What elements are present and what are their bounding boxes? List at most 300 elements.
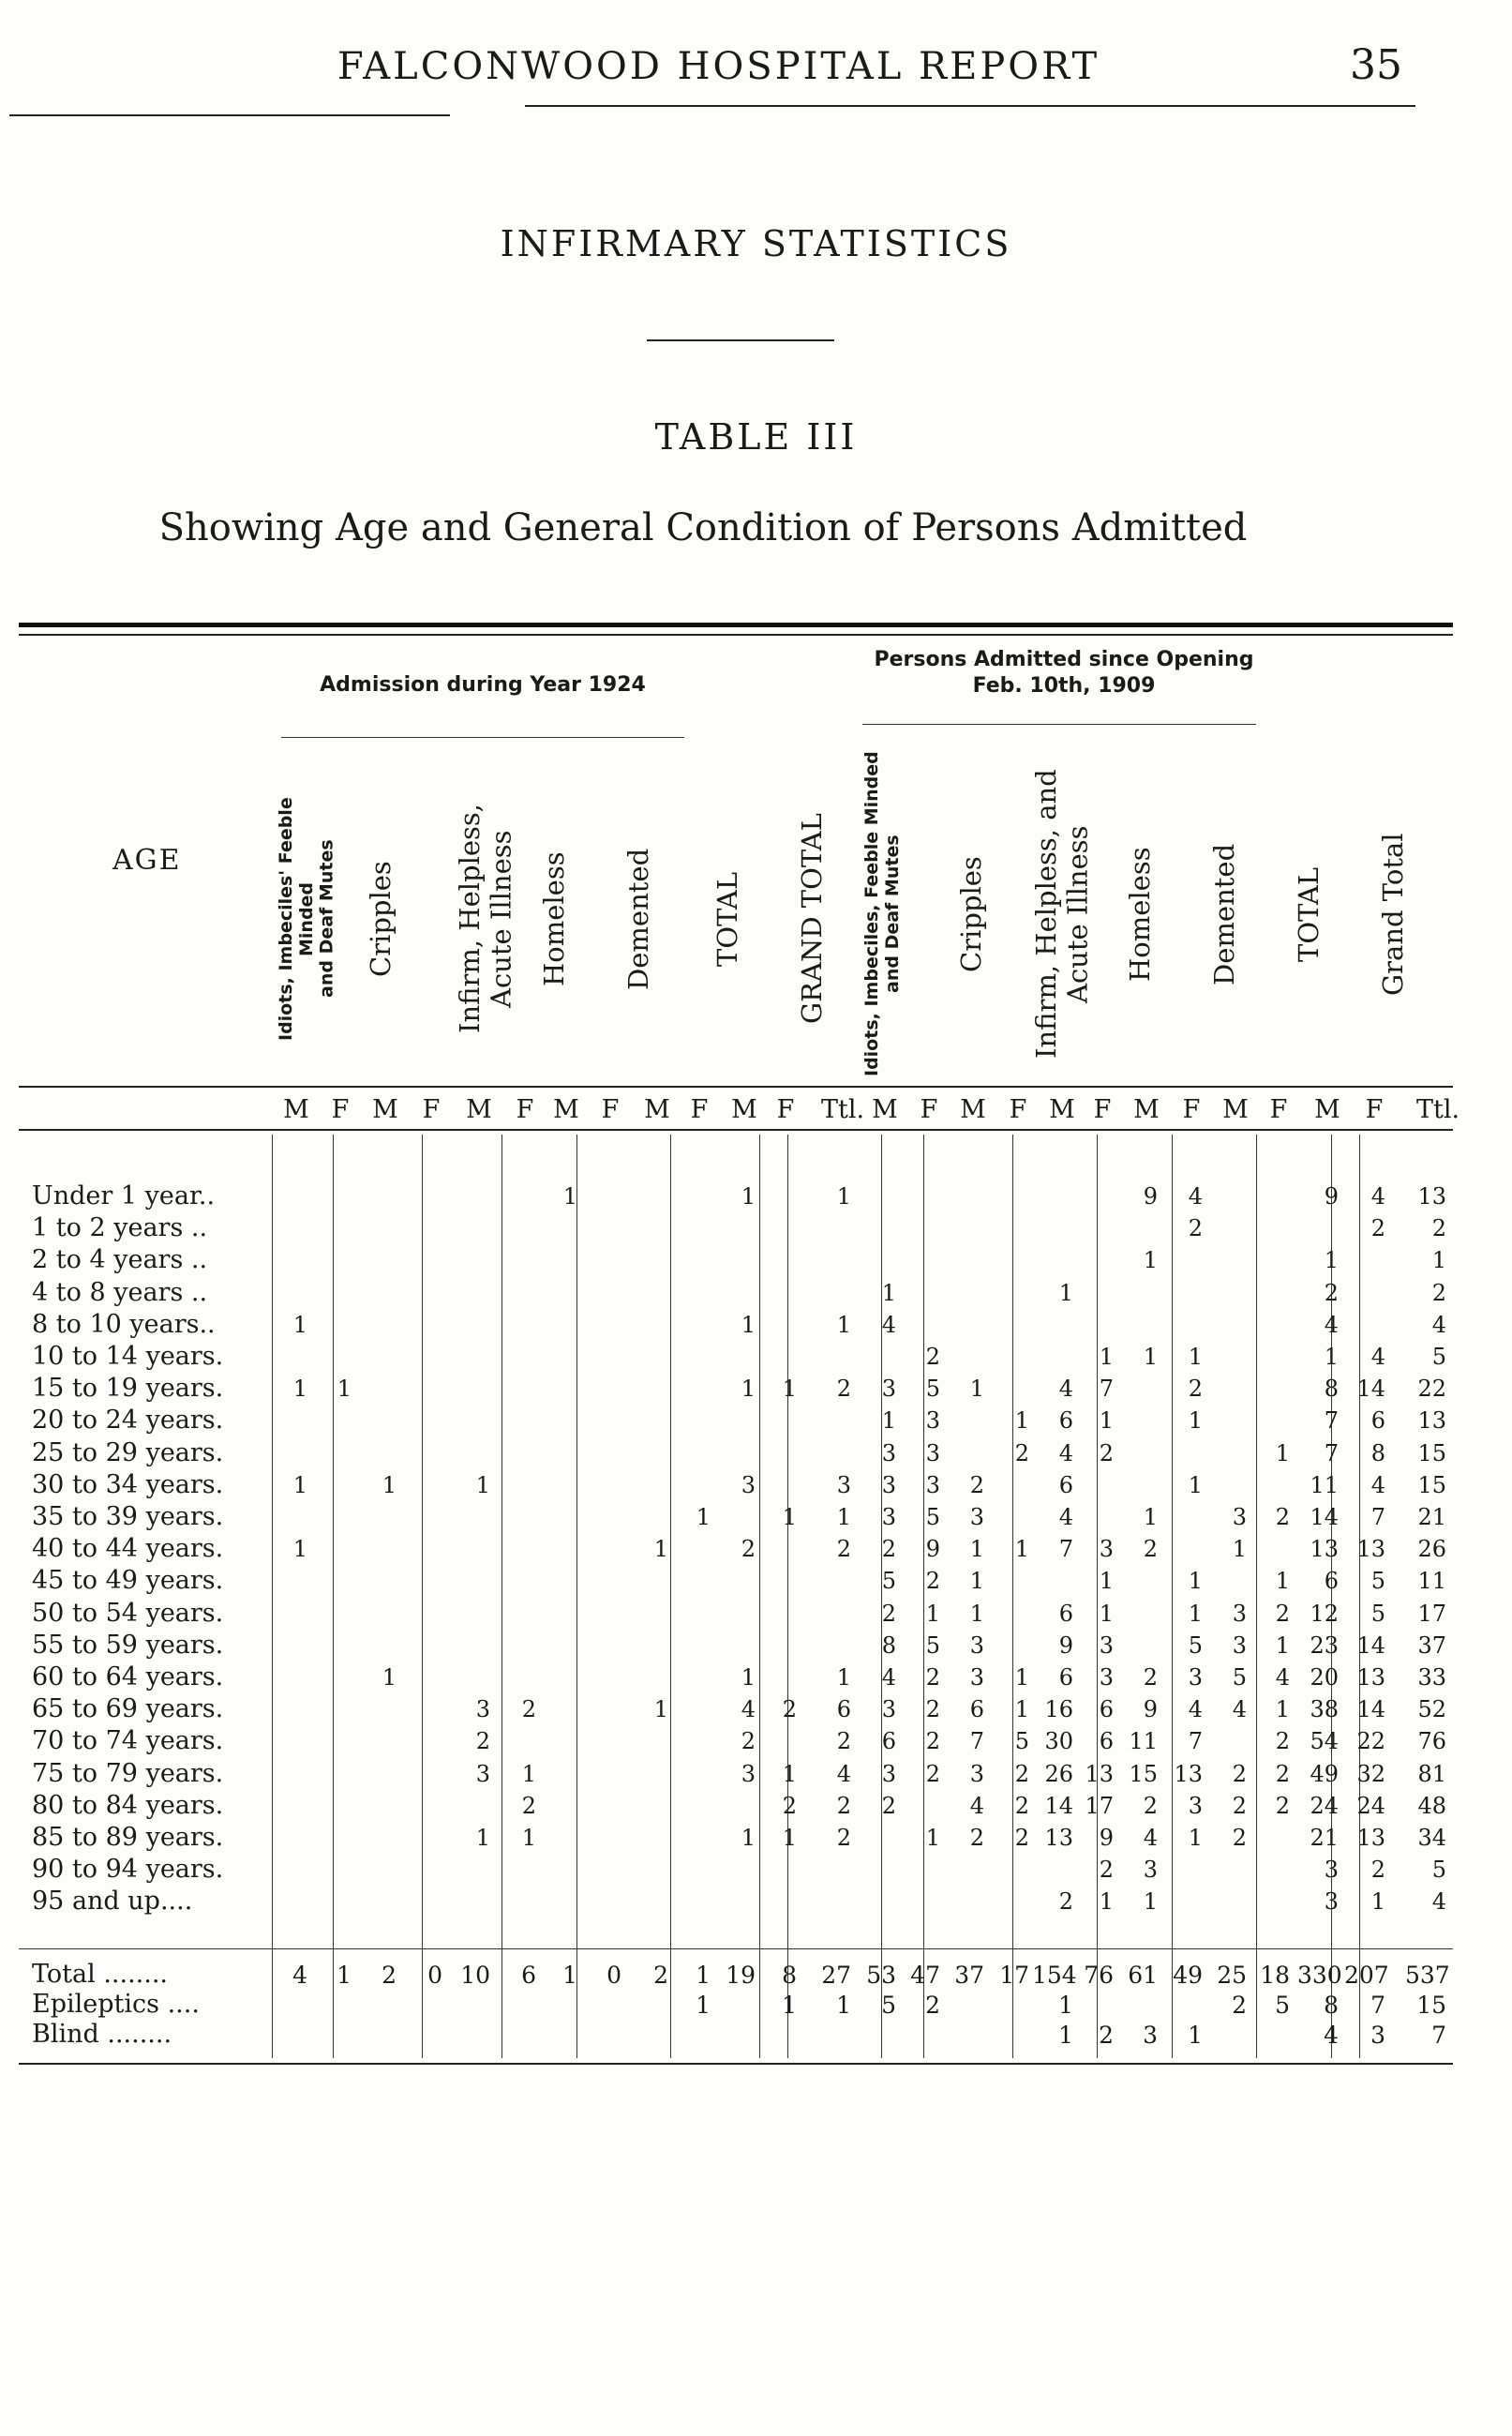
- data-cell: 1: [969, 1536, 984, 1562]
- column-header-label: Homeless: [538, 851, 570, 986]
- data-cell: 7: [1370, 1504, 1385, 1530]
- data-cell: 13: [1310, 1536, 1339, 1562]
- data-cell: 1: [782, 1376, 797, 1402]
- data-cell: 3: [925, 1472, 940, 1498]
- total-cell: 5: [1275, 1992, 1290, 2019]
- total-cell: 1: [1058, 1992, 1073, 2019]
- sex-sublabel: M: [553, 1095, 579, 1124]
- data-cell: 2: [1232, 1825, 1247, 1851]
- page-number: 35: [1350, 41, 1402, 89]
- sex-sublabel: M: [1314, 1095, 1340, 1124]
- total-cell: 0: [606, 1962, 621, 1989]
- data-cell: 17: [1417, 1601, 1446, 1627]
- data-cell: 3: [836, 1472, 851, 1498]
- data-cell: 81: [1417, 1761, 1446, 1787]
- data-cell: 4: [1431, 1888, 1446, 1915]
- column-header-label: Infirm, Helpless, Acute Illness: [454, 804, 517, 1034]
- data-cell: 2: [836, 1793, 851, 1819]
- data-cell: 9: [1099, 1825, 1114, 1851]
- data-cell: 1: [1143, 1888, 1158, 1915]
- data-cell: 2: [836, 1376, 851, 1402]
- data-cell: 11: [1310, 1472, 1339, 1498]
- data-cell: 2: [925, 1568, 940, 1594]
- data-cell: 2: [1431, 1215, 1446, 1241]
- data-cell: 2: [1143, 1536, 1158, 1562]
- data-cell: 4: [836, 1761, 851, 1787]
- data-cell: 3: [1232, 1632, 1247, 1659]
- data-cell: 3: [1188, 1793, 1203, 1819]
- total-cell: 537: [1405, 1962, 1450, 1989]
- data-cell: 1: [1232, 1536, 1247, 1562]
- sex-sublabel: F: [920, 1095, 938, 1124]
- data-cell: 15: [1417, 1440, 1446, 1466]
- data-cell: 21: [1417, 1504, 1446, 1530]
- data-cell: 1: [1370, 1888, 1385, 1915]
- data-cell: 6: [969, 1696, 984, 1722]
- data-cell: 1: [881, 1407, 896, 1434]
- data-cell: 14: [1310, 1504, 1339, 1530]
- age-row-label: 95 and up....: [32, 1887, 193, 1916]
- data-cell: 3: [881, 1440, 896, 1466]
- data-cell: 1: [782, 1504, 797, 1530]
- total-cell: 27: [821, 1962, 851, 1989]
- head-rule-left: [9, 114, 450, 116]
- data-cell: 2: [1370, 1857, 1385, 1883]
- data-cell: 1: [782, 1761, 797, 1787]
- data-cell: 1: [1014, 1536, 1029, 1562]
- age-row-label: 50 to 54 years.: [32, 1599, 224, 1628]
- data-cell: 1: [1188, 1472, 1203, 1498]
- data-cell: 22: [1417, 1376, 1446, 1402]
- data-cell: 3: [925, 1440, 940, 1466]
- total-cell: 0: [427, 1962, 442, 1989]
- sex-sublabel: F: [331, 1095, 350, 1124]
- data-cell: 1: [836, 1504, 851, 1530]
- column-rule: [1012, 1135, 1013, 2058]
- data-cell: 4: [969, 1793, 984, 1819]
- data-cell: 3: [1143, 1857, 1158, 1883]
- total-cell: 330: [1297, 1962, 1342, 1989]
- data-cell: 2: [925, 1761, 940, 1787]
- totals-rule: [19, 1948, 1453, 1949]
- data-cell: 1: [1143, 1504, 1158, 1530]
- data-cell: 3: [881, 1761, 896, 1787]
- data-cell: 4: [1370, 1344, 1385, 1370]
- data-cell: 1: [1431, 1247, 1446, 1273]
- data-cell: 1: [475, 1472, 490, 1498]
- data-cell: 13: [1356, 1664, 1385, 1691]
- data-cell: 3: [1099, 1632, 1114, 1659]
- data-cell: 1: [1099, 1568, 1114, 1594]
- total-cell: 207: [1344, 1962, 1389, 1989]
- total-cell: 1: [836, 1992, 851, 2019]
- data-cell: 1: [1275, 1696, 1290, 1722]
- data-cell: 2: [836, 1825, 851, 1851]
- data-cell: 2: [782, 1793, 797, 1819]
- sex-sublabel: F: [422, 1095, 441, 1124]
- data-cell: 4: [1143, 1825, 1158, 1851]
- total-cell: 61: [1128, 1962, 1158, 1989]
- data-cell: 2: [475, 1728, 490, 1754]
- data-cell: 9: [1143, 1696, 1158, 1722]
- data-cell: 1: [1143, 1247, 1158, 1273]
- data-cell: 12: [1310, 1601, 1339, 1627]
- sex-sublabel: F: [601, 1095, 620, 1124]
- column-rule: [923, 1135, 924, 2058]
- data-cell: 2: [521, 1696, 536, 1722]
- data-cell: 3: [1099, 1536, 1114, 1562]
- group-1924-title: Admission during Year 1924: [320, 673, 646, 697]
- data-cell: 5: [925, 1632, 940, 1659]
- data-cell: 13: [1417, 1183, 1446, 1210]
- data-cell: 5: [1370, 1568, 1385, 1594]
- data-cell: 5: [1370, 1601, 1385, 1627]
- data-cell: 5: [925, 1376, 940, 1402]
- total-cell: 1: [696, 1992, 711, 2019]
- data-cell: 1: [969, 1601, 984, 1627]
- data-cell: 6: [1058, 1601, 1073, 1627]
- total-cell: 37: [954, 1962, 984, 1989]
- data-cell: 15: [1129, 1761, 1158, 1787]
- table-bottom-rule: [19, 2063, 1453, 2065]
- data-cell: 4: [881, 1312, 896, 1338]
- data-cell: 1: [292, 1472, 307, 1498]
- column-header-label: TOTAL: [1293, 866, 1325, 962]
- total-cell: 8: [1324, 1992, 1339, 2019]
- data-cell: 16: [1044, 1696, 1073, 1722]
- total-cell: 18: [1260, 1962, 1290, 1989]
- data-cell: 23: [1310, 1632, 1339, 1659]
- data-cell: 3: [969, 1632, 984, 1659]
- total-cell: 76: [1084, 1962, 1114, 1989]
- column-rule: [1172, 1135, 1173, 2058]
- data-cell: 1: [1188, 1344, 1203, 1370]
- data-cell: 3: [881, 1376, 896, 1402]
- age-row-label: 70 to 74 years.: [32, 1726, 224, 1755]
- sex-sublabel: M: [960, 1095, 986, 1124]
- data-cell: 3: [741, 1761, 756, 1787]
- data-cell: 13: [1174, 1761, 1203, 1787]
- data-cell: 4: [1188, 1696, 1203, 1722]
- column-header-1924: [267, 750, 342, 1078]
- data-cell: 2: [969, 1825, 984, 1851]
- data-cell: 2: [1275, 1504, 1290, 1530]
- total-cell: 1: [1058, 2022, 1073, 2049]
- data-cell: 1: [741, 1312, 756, 1338]
- data-cell: 2: [1324, 1280, 1339, 1306]
- data-cell: 1: [292, 1376, 307, 1402]
- data-cell: 9: [1143, 1183, 1158, 1210]
- sex-sublabel: F: [1093, 1095, 1112, 1124]
- group-since-title: Persons Admitted since Opening Feb. 10th, 1909: [874, 648, 1254, 698]
- data-cell: 2: [836, 1728, 851, 1754]
- data-cell: 4: [1058, 1440, 1073, 1466]
- column-rule: [422, 1135, 423, 2058]
- age-row-label: 75 to 79 years.: [32, 1759, 224, 1788]
- column-rule: [670, 1135, 671, 2058]
- data-cell: 13: [1085, 1761, 1114, 1787]
- data-cell: 2: [881, 1536, 896, 1562]
- data-cell: 3: [1324, 1857, 1339, 1883]
- total-cell: 1: [337, 1962, 352, 1989]
- data-cell: 1: [521, 1761, 536, 1787]
- table-top-rule-thin: [19, 634, 1453, 636]
- age-row-label: 55 to 59 years.: [32, 1631, 224, 1660]
- data-cell: 2: [1058, 1888, 1073, 1915]
- data-cell: 4: [741, 1696, 756, 1722]
- data-cell: 4: [1058, 1504, 1073, 1530]
- total-cell: 2: [1099, 2022, 1114, 2049]
- total-cell: 10: [460, 1962, 490, 1989]
- data-cell: 76: [1417, 1728, 1446, 1754]
- column-rule: [1097, 1135, 1098, 2058]
- sex-sublabel: F: [1182, 1095, 1201, 1124]
- sex-sublabel: F: [516, 1095, 534, 1124]
- data-cell: 3: [881, 1504, 896, 1530]
- total-cell: 1: [1188, 2022, 1203, 2049]
- column-header-label: Demented: [1208, 843, 1240, 985]
- data-cell: 1: [292, 1536, 307, 1562]
- column-rule: [787, 1135, 788, 2058]
- sex-sublabel: Ttl.: [821, 1095, 865, 1124]
- column-header-label: Grand Total: [1377, 833, 1409, 996]
- data-cell: 2: [1232, 1793, 1247, 1819]
- data-cell: 8: [1324, 1376, 1339, 1402]
- data-cell: 3: [1099, 1664, 1114, 1691]
- column-header-1924: [356, 750, 431, 1078]
- data-cell: 2: [1143, 1793, 1158, 1819]
- age-row-label: Under 1 year..: [32, 1181, 216, 1210]
- data-cell: 26: [1417, 1536, 1446, 1562]
- data-cell: 7: [1324, 1407, 1339, 1434]
- total-cell: 3: [1370, 2022, 1385, 2049]
- data-cell: 14: [1356, 1632, 1385, 1659]
- data-cell: 4: [1188, 1183, 1203, 1210]
- total-cell: 8: [782, 1962, 797, 1989]
- data-cell: 4: [881, 1664, 896, 1691]
- data-cell: 5: [925, 1504, 940, 1530]
- subheader-bottom-rule: [19, 1129, 1453, 1131]
- age-row-label: 65 to 69 years.: [32, 1694, 224, 1723]
- column-header-since: [1115, 741, 1190, 1078]
- age-row-label: 25 to 29 years.: [32, 1438, 224, 1467]
- age-row-label: 2 to 4 years ..: [32, 1245, 208, 1274]
- data-cell: 2: [925, 1696, 940, 1722]
- column-rule: [1256, 1135, 1257, 2058]
- data-cell: 1: [653, 1696, 668, 1722]
- age-row-label: 20 to 24 years.: [32, 1406, 224, 1435]
- data-cell: 2: [741, 1536, 756, 1562]
- running-head: FALCONWOOD HOSPITAL REPORT: [337, 45, 1100, 88]
- data-cell: 1: [1014, 1664, 1029, 1691]
- data-cell: 2: [1275, 1728, 1290, 1754]
- data-cell: 1: [969, 1568, 984, 1594]
- data-cell: 1: [836, 1664, 851, 1691]
- data-cell: 4: [1275, 1664, 1290, 1691]
- data-cell: 2: [836, 1536, 851, 1562]
- total-cell: 4: [1324, 2022, 1339, 2049]
- sex-sublabel: M: [872, 1095, 898, 1124]
- total-row-label: Total ........: [32, 1960, 168, 1989]
- column-header-1924: [614, 750, 689, 1078]
- data-cell: 1: [1275, 1632, 1290, 1659]
- data-cell: 6: [836, 1696, 851, 1722]
- data-cell: 6: [1058, 1472, 1073, 1498]
- total-cell: 6: [521, 1962, 536, 1989]
- sex-sublabel: F: [1269, 1095, 1288, 1124]
- data-cell: 3: [475, 1696, 490, 1722]
- data-cell: 5: [1232, 1664, 1247, 1691]
- data-cell: 3: [969, 1504, 984, 1530]
- data-cell: 2: [1014, 1761, 1029, 1787]
- data-cell: 2: [1188, 1215, 1203, 1241]
- data-cell: 3: [475, 1761, 490, 1787]
- data-cell: 1: [925, 1825, 940, 1851]
- column-rule: [759, 1135, 760, 2058]
- column-header-label: Idiots, Imbeciles, Feeble Minded and Deaf Mutes: [861, 751, 903, 1077]
- data-cell: 15: [1417, 1472, 1446, 1498]
- data-cell: 22: [1356, 1728, 1385, 1754]
- data-cell: 4: [1232, 1696, 1247, 1722]
- sex-sublabel: M: [372, 1095, 398, 1124]
- data-cell: 54: [1310, 1728, 1339, 1754]
- table-label: TABLE III: [654, 416, 858, 458]
- data-cell: 1: [1324, 1247, 1339, 1273]
- total-cell: 53: [866, 1962, 896, 1989]
- age-row-label: 40 to 44 years.: [32, 1534, 224, 1563]
- total-cell: 4: [292, 1962, 307, 1989]
- column-header-label: TOTAL: [711, 871, 743, 967]
- data-cell: 1: [382, 1472, 397, 1498]
- column-header-label: Demented: [622, 848, 654, 990]
- data-cell: 7: [1188, 1728, 1203, 1754]
- data-cell: 4: [1431, 1312, 1446, 1338]
- data-cell: 2: [1275, 1601, 1290, 1627]
- data-cell: 11: [1417, 1568, 1446, 1594]
- column-header-1924: [445, 750, 520, 1078]
- data-cell: 34: [1417, 1825, 1446, 1851]
- total-cell: 1: [696, 1962, 711, 1989]
- data-cell: 2: [925, 1664, 940, 1691]
- data-cell: 4: [1370, 1472, 1385, 1498]
- data-cell: 1: [741, 1664, 756, 1691]
- column-header-since: [1284, 741, 1359, 1078]
- data-cell: 2: [881, 1601, 896, 1627]
- data-cell: 1: [562, 1183, 577, 1210]
- data-cell: 9: [1058, 1632, 1073, 1659]
- column-header-label: Infirm, Helpless, and Acute Illness: [1030, 769, 1094, 1060]
- data-cell: 14: [1356, 1376, 1385, 1402]
- column-header-since: [947, 741, 1022, 1078]
- total-cell: 2: [653, 1962, 668, 1989]
- data-cell: 1: [1143, 1344, 1158, 1370]
- data-cell: 1: [382, 1664, 397, 1691]
- column-rule: [1359, 1135, 1360, 2058]
- data-cell: 1: [925, 1601, 940, 1627]
- total-cell: 49: [1173, 1962, 1203, 1989]
- data-cell: 2: [1275, 1793, 1290, 1819]
- data-cell: 8: [881, 1632, 896, 1659]
- age-row-label: 1 to 2 years ..: [32, 1213, 208, 1242]
- data-cell: 38: [1310, 1696, 1339, 1722]
- column-header-since: [1200, 741, 1275, 1078]
- age-row-label: 35 to 39 years.: [32, 1502, 224, 1531]
- data-cell: 2: [925, 1728, 940, 1754]
- data-cell: 1: [337, 1376, 352, 1402]
- total-cell: 1: [782, 1992, 797, 2019]
- data-cell: 1: [1099, 1888, 1114, 1915]
- sex-sublabel: M: [1133, 1095, 1160, 1124]
- data-cell: 30: [1044, 1728, 1073, 1754]
- sex-sublabel: F: [1009, 1095, 1027, 1124]
- data-cell: 11: [1129, 1728, 1158, 1754]
- data-cell: 4: [1370, 1183, 1385, 1210]
- data-cell: 1: [1099, 1601, 1114, 1627]
- data-cell: 1: [292, 1312, 307, 1338]
- data-cell: 1: [475, 1825, 490, 1851]
- data-cell: 3: [1188, 1664, 1203, 1691]
- data-cell: 9: [925, 1536, 940, 1562]
- total-cell: 7: [1370, 1992, 1385, 2019]
- data-cell: 21: [1310, 1825, 1339, 1851]
- data-cell: 5: [1431, 1344, 1446, 1370]
- data-cell: 1: [1014, 1696, 1029, 1722]
- data-cell: 2: [881, 1793, 896, 1819]
- data-cell: 13: [1356, 1536, 1385, 1562]
- total-row-label: Blind ........: [32, 2020, 172, 2049]
- column-header-label: Homeless: [1124, 847, 1156, 982]
- total-cell: 154: [1032, 1962, 1077, 1989]
- data-cell: 3: [1324, 1888, 1339, 1915]
- total-cell: 2: [1232, 1992, 1247, 2019]
- data-cell: 2: [782, 1696, 797, 1722]
- data-cell: 1: [1188, 1825, 1203, 1851]
- age-row-label: 85 to 89 years.: [32, 1823, 224, 1852]
- column-header-since: [853, 741, 928, 1078]
- data-cell: 26: [1044, 1761, 1073, 1787]
- column-header-1924: [787, 750, 862, 1078]
- table-top-rule: [19, 623, 1453, 627]
- data-cell: 5: [1014, 1728, 1029, 1754]
- data-cell: 6: [1058, 1664, 1073, 1691]
- data-cell: 3: [881, 1696, 896, 1722]
- section-title: INFIRMARY STATISTICS: [500, 223, 1012, 264]
- data-cell: 1: [1188, 1407, 1203, 1434]
- sex-sublabel: M: [731, 1095, 757, 1124]
- total-row-label: Epileptics ....: [32, 1990, 200, 2019]
- column-rule: [576, 1135, 577, 2058]
- column-rule: [272, 1135, 273, 2058]
- data-cell: 2: [1431, 1280, 1446, 1306]
- data-cell: 2: [1370, 1215, 1385, 1241]
- data-cell: 6: [1058, 1407, 1073, 1434]
- data-cell: 20: [1310, 1664, 1339, 1691]
- data-cell: 1: [881, 1280, 896, 1306]
- data-cell: 6: [1324, 1568, 1339, 1594]
- data-cell: 52: [1417, 1696, 1446, 1722]
- data-cell: 33: [1417, 1664, 1446, 1691]
- data-cell: 3: [969, 1664, 984, 1691]
- data-cell: 7: [1099, 1376, 1114, 1402]
- group-1924-rule: [281, 737, 684, 738]
- data-cell: 1: [1188, 1568, 1203, 1594]
- column-header-label: GRAND TOTAL: [796, 813, 828, 1025]
- data-cell: 49: [1310, 1761, 1339, 1787]
- column-header-since: [1022, 741, 1097, 1078]
- data-cell: 4: [1324, 1312, 1339, 1338]
- data-cell: 13: [1044, 1825, 1073, 1851]
- data-cell: 4: [1058, 1376, 1073, 1402]
